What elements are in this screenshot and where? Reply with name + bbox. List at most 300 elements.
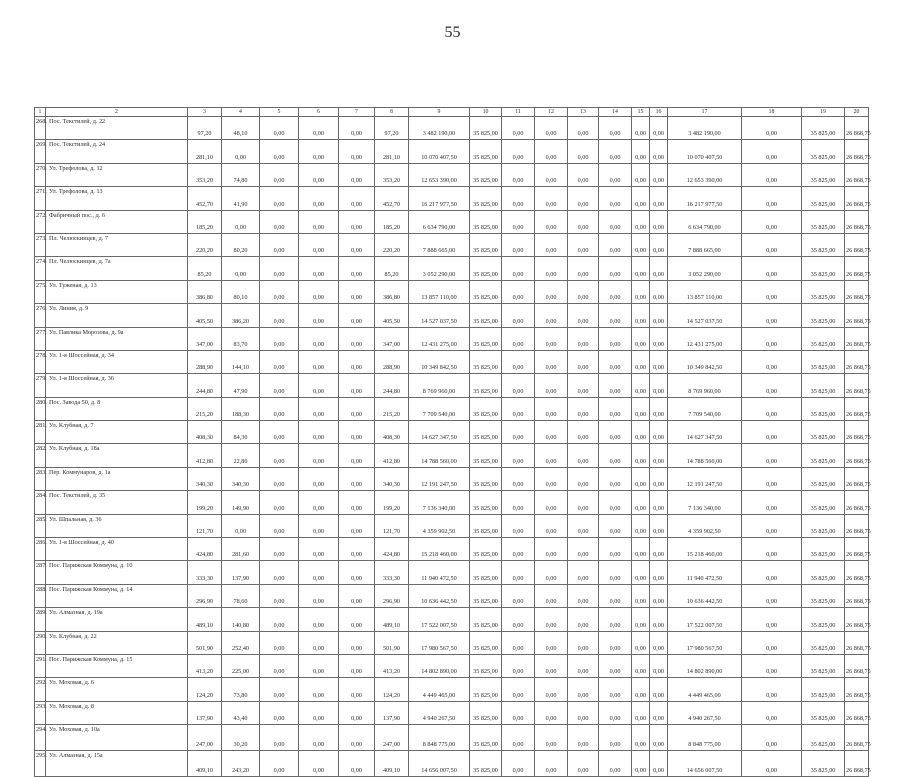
value-cell: 0,00: [599, 304, 632, 327]
value-cell: 0,00: [568, 257, 599, 280]
value-cell: 0,00: [568, 140, 599, 163]
value-cell: 0,00: [502, 233, 535, 256]
value-cell: 0,00: [568, 117, 599, 140]
row-number-cell: 291.: [35, 654, 46, 677]
value-cell: 0,00: [502, 280, 535, 303]
value-cell: 0,00: [260, 654, 299, 677]
value-cell: 0,00: [299, 467, 339, 490]
value-cell: 0,00: [742, 210, 802, 233]
value-cell: 0,00: [650, 444, 668, 467]
value-cell: 0,00: [339, 491, 375, 514]
value-cell: 0,00: [632, 444, 650, 467]
value-cell: 0,00: [339, 584, 375, 607]
value-cell: 0,00: [632, 538, 650, 561]
value-cell: 0,00: [260, 467, 299, 490]
value-cell: 35 825,00: [802, 421, 845, 444]
value-cell: 0,00: [260, 304, 299, 327]
value-cell: 35 825,00: [802, 751, 845, 777]
value-cell: 0,00: [535, 584, 568, 607]
value-cell: 43,40: [222, 701, 260, 724]
value-cell: 8 769 960,00: [668, 374, 742, 397]
value-cell: 35 825,00: [470, 561, 502, 584]
value-cell: 16 217 977,50: [668, 187, 742, 210]
value-cell: 0,00: [502, 584, 535, 607]
table-row: [35, 631, 869, 654]
value-cell: 0,00: [568, 678, 599, 701]
value-cell: 35 825,00: [802, 304, 845, 327]
value-cell: 0,00: [222, 140, 260, 163]
value-cell: 0,00: [260, 725, 299, 751]
column-number-cell: 5: [260, 108, 299, 117]
value-cell: 0,00: [339, 140, 375, 163]
value-cell: 0,00: [535, 280, 568, 303]
row-number-cell: 290.: [35, 631, 46, 654]
value-cell: 0,00: [568, 538, 599, 561]
value-cell: 0,00: [502, 631, 535, 654]
value-cell: 0,00: [742, 233, 802, 256]
value-cell: 353,20: [375, 163, 409, 186]
value-cell: 0,00: [599, 163, 632, 186]
value-cell: 0,00: [260, 514, 299, 537]
value-cell: 0,00: [502, 187, 535, 210]
value-cell: 0,00: [650, 467, 668, 490]
value-cell: 252,40: [222, 631, 260, 654]
value-cell: 30,20: [222, 725, 260, 751]
value-cell: 0,00: [632, 304, 650, 327]
value-cell: 35 825,00: [470, 701, 502, 724]
column-number-cell: 13: [568, 108, 599, 117]
value-cell: 0,00: [535, 233, 568, 256]
value-cell: 0,00: [650, 421, 668, 444]
value-cell: 333,30: [375, 561, 409, 584]
value-cell: 0,00: [339, 374, 375, 397]
value-cell: 0,00: [260, 678, 299, 701]
row-number-cell: 284.: [35, 491, 46, 514]
value-cell: 0,00: [535, 561, 568, 584]
value-cell: 80,20: [222, 233, 260, 256]
value-cell: 0,00: [535, 210, 568, 233]
address-cell: Пос. Парижская Коммуна, д. 15: [46, 654, 188, 677]
value-cell: 0,00: [599, 327, 632, 350]
value-cell: 10 349 842,50: [668, 350, 742, 373]
address-cell: Ул. Трефолова, д. 12: [46, 163, 188, 186]
value-cell: 7 888 665,00: [668, 233, 742, 256]
value-cell: 0,00: [339, 210, 375, 233]
value-cell: 0,00: [650, 584, 668, 607]
value-cell: 0,00: [299, 751, 339, 777]
value-cell: 4 359 902,50: [668, 514, 742, 537]
value-cell: 0,00: [599, 444, 632, 467]
row-number-cell: 268.: [35, 117, 46, 140]
value-cell: 0,00: [568, 233, 599, 256]
value-cell: 0,00: [632, 350, 650, 373]
table-row: [35, 210, 869, 233]
value-cell: 0,00: [535, 538, 568, 561]
value-cell: 0,00: [632, 608, 650, 631]
table-row: [35, 350, 869, 373]
table-row: [35, 327, 869, 350]
value-cell: 26 868,75: [845, 397, 869, 420]
value-cell: 0,00: [260, 421, 299, 444]
value-cell: 14 656 007,50: [668, 751, 742, 777]
table-row: [35, 163, 869, 186]
value-cell: 144,10: [222, 350, 260, 373]
value-cell: 0,00: [535, 631, 568, 654]
value-cell: 0,00: [632, 701, 650, 724]
value-cell: 0,00: [599, 654, 632, 677]
value-cell: 0,00: [568, 514, 599, 537]
value-cell: 0,00: [260, 140, 299, 163]
value-cell: 0,00: [632, 678, 650, 701]
value-cell: 0,00: [632, 257, 650, 280]
value-cell: 0,00: [568, 187, 599, 210]
value-cell: 0,00: [568, 725, 599, 751]
value-cell: 405,50: [375, 304, 409, 327]
value-cell: 0,00: [632, 280, 650, 303]
value-cell: 80,10: [222, 280, 260, 303]
row-number-cell: 272.: [35, 210, 46, 233]
value-cell: 0,00: [339, 751, 375, 777]
value-cell: 14 788 560,00: [409, 444, 470, 467]
value-cell: 0,00: [260, 584, 299, 607]
value-cell: 26 868,75: [845, 163, 869, 186]
value-cell: 0,00: [535, 304, 568, 327]
value-cell: 501,90: [375, 631, 409, 654]
value-cell: 247,00: [375, 725, 409, 751]
value-cell: 0,00: [535, 140, 568, 163]
value-cell: 14 656 007,50: [409, 751, 470, 777]
value-cell: 26 868,75: [845, 725, 869, 751]
value-cell: 4 940 267,50: [409, 701, 470, 724]
value-cell: 0,00: [260, 631, 299, 654]
value-cell: 10 636 442,50: [668, 584, 742, 607]
value-cell: 0,00: [502, 304, 535, 327]
value-cell: 48,10: [222, 117, 260, 140]
value-cell: 0,00: [502, 654, 535, 677]
value-cell: 13 857 110,00: [409, 280, 470, 303]
value-cell: 0,00: [222, 257, 260, 280]
value-cell: 0,00: [650, 257, 668, 280]
value-cell: 0,00: [568, 701, 599, 724]
value-cell: 0,00: [535, 257, 568, 280]
value-cell: 0,00: [632, 140, 650, 163]
value-cell: 247,00: [188, 725, 222, 751]
value-cell: 0,00: [742, 280, 802, 303]
value-cell: 0,00: [742, 608, 802, 631]
value-cell: 0,00: [599, 374, 632, 397]
column-number-cell: 11: [502, 108, 535, 117]
value-cell: 413,20: [188, 654, 222, 677]
value-cell: 17 522 007,50: [409, 608, 470, 631]
value-cell: 340,30: [188, 467, 222, 490]
value-cell: 0,00: [299, 187, 339, 210]
value-cell: 0,00: [599, 725, 632, 751]
value-cell: 0,00: [299, 280, 339, 303]
column-number-cell: 18: [742, 108, 802, 117]
value-cell: 185,20: [188, 210, 222, 233]
value-cell: 0,00: [650, 608, 668, 631]
value-cell: 0,00: [535, 467, 568, 490]
value-cell: 3 482 190,00: [668, 117, 742, 140]
value-cell: 0,00: [502, 538, 535, 561]
row-number-cell: 279.: [35, 374, 46, 397]
table-row: [35, 584, 869, 607]
value-cell: 0,00: [260, 350, 299, 373]
value-cell: 35 825,00: [470, 374, 502, 397]
value-cell: 0,00: [568, 397, 599, 420]
value-cell: 26 868,75: [845, 374, 869, 397]
value-cell: 489,10: [188, 608, 222, 631]
value-cell: 35 825,00: [470, 514, 502, 537]
value-cell: 35 825,00: [802, 467, 845, 490]
column-number-cell: 19: [802, 108, 845, 117]
value-cell: 12 191 247,50: [409, 467, 470, 490]
table-row: [35, 608, 869, 631]
address-cell: Ул. Клубная, д. 7: [46, 421, 188, 444]
value-cell: 199,20: [188, 491, 222, 514]
value-cell: 0,00: [299, 608, 339, 631]
value-cell: 0,00: [650, 397, 668, 420]
value-cell: 0,00: [650, 187, 668, 210]
value-cell: 0,00: [339, 514, 375, 537]
value-cell: 0,00: [535, 117, 568, 140]
value-cell: 14 527 037,50: [668, 304, 742, 327]
value-cell: 0,00: [568, 163, 599, 186]
value-cell: 35 825,00: [802, 561, 845, 584]
value-cell: 137,90: [188, 701, 222, 724]
value-cell: 26 868,75: [845, 421, 869, 444]
value-cell: 35 825,00: [802, 514, 845, 537]
table-row: [35, 304, 869, 327]
value-cell: 0,00: [568, 350, 599, 373]
address-cell: Ул. Алмазная, д. 19а: [46, 608, 188, 631]
value-cell: 26 868,75: [845, 233, 869, 256]
value-cell: 17 980 567,50: [409, 631, 470, 654]
table-row: [35, 538, 869, 561]
value-cell: 26 868,75: [845, 140, 869, 163]
value-cell: 0,00: [568, 584, 599, 607]
value-cell: 0,00: [339, 678, 375, 701]
value-cell: 6 634 790,00: [409, 210, 470, 233]
address-cell: Фабричный пос., д. 6: [46, 210, 188, 233]
value-cell: 501,90: [188, 631, 222, 654]
page-number: 55: [444, 24, 461, 41]
address-cell: Ул. Моховая, д. 10а: [46, 725, 188, 751]
value-cell: 26 868,75: [845, 514, 869, 537]
value-cell: 13 857 110,00: [668, 280, 742, 303]
value-cell: 0,00: [650, 304, 668, 327]
value-cell: 26 868,75: [845, 561, 869, 584]
value-cell: 10 349 842,50: [409, 350, 470, 373]
value-cell: 0,00: [260, 210, 299, 233]
value-cell: 97,20: [188, 117, 222, 140]
value-cell: 78,60: [222, 584, 260, 607]
table-row: [35, 725, 869, 751]
value-cell: 26 868,75: [845, 327, 869, 350]
value-cell: 35 825,00: [802, 140, 845, 163]
value-cell: 35 825,00: [802, 210, 845, 233]
value-cell: 85,20: [375, 257, 409, 280]
table-row: [35, 514, 869, 537]
value-cell: 0,00: [339, 421, 375, 444]
row-number-cell: 269.: [35, 140, 46, 163]
address-cell: Ул. Линия, д. 9: [46, 304, 188, 327]
value-cell: 0,00: [568, 631, 599, 654]
value-cell: 0,00: [260, 751, 299, 777]
value-cell: 0,00: [260, 280, 299, 303]
value-cell: 0,00: [599, 280, 632, 303]
value-cell: 26 868,75: [845, 751, 869, 777]
value-cell: 0,00: [742, 397, 802, 420]
value-cell: 0,00: [339, 538, 375, 561]
row-number-cell: 277.: [35, 327, 46, 350]
value-cell: 85,20: [188, 257, 222, 280]
value-cell: 3 052 290,00: [668, 257, 742, 280]
value-cell: 0,00: [339, 397, 375, 420]
value-cell: 185,20: [375, 210, 409, 233]
value-cell: 35 825,00: [470, 421, 502, 444]
value-cell: 35 825,00: [802, 701, 845, 724]
value-cell: 0,00: [742, 678, 802, 701]
table-row: [35, 257, 869, 280]
value-cell: 97,20: [375, 117, 409, 140]
data-table-container: [34, 107, 871, 777]
value-cell: 26 868,75: [845, 117, 869, 140]
value-cell: 0,00: [535, 678, 568, 701]
value-cell: 0,00: [742, 467, 802, 490]
value-cell: 0,00: [632, 187, 650, 210]
value-cell: 0,00: [599, 210, 632, 233]
value-cell: 0,00: [339, 233, 375, 256]
address-cell: Ул. Алмазная, д. 15а: [46, 751, 188, 777]
value-cell: 0,00: [502, 701, 535, 724]
value-cell: 7 136 340,00: [668, 491, 742, 514]
value-cell: 12 431 275,00: [668, 327, 742, 350]
row-number-cell: 294.: [35, 725, 46, 751]
value-cell: 26 868,75: [845, 467, 869, 490]
value-cell: 0,00: [650, 631, 668, 654]
value-cell: 12 653 390,00: [668, 163, 742, 186]
column-number-cell: 8: [375, 108, 409, 117]
value-cell: 220,20: [188, 233, 222, 256]
value-cell: 0,00: [742, 350, 802, 373]
value-cell: 0,00: [299, 140, 339, 163]
value-cell: 0,00: [299, 678, 339, 701]
value-cell: 0,00: [299, 444, 339, 467]
value-cell: 35 825,00: [470, 725, 502, 751]
row-number-cell: 271.: [35, 187, 46, 210]
value-cell: 124,20: [375, 678, 409, 701]
table-row: [35, 701, 869, 724]
value-cell: 0,00: [299, 654, 339, 677]
value-cell: 0,00: [339, 163, 375, 186]
address-cell: Ул. Клубная, д. 18а: [46, 444, 188, 467]
value-cell: 35 825,00: [802, 491, 845, 514]
value-cell: 0,00: [535, 421, 568, 444]
value-cell: 14 802 890,00: [409, 654, 470, 677]
value-cell: 121,70: [375, 514, 409, 537]
value-cell: 0,00: [568, 751, 599, 777]
value-cell: 0,00: [222, 514, 260, 537]
value-cell: 0,00: [742, 187, 802, 210]
value-cell: 220,20: [375, 233, 409, 256]
value-cell: 0,00: [339, 257, 375, 280]
value-cell: 386,80: [188, 280, 222, 303]
value-cell: 281,10: [188, 140, 222, 163]
value-cell: 35 825,00: [470, 257, 502, 280]
value-cell: 0,00: [502, 751, 535, 777]
value-cell: 0,00: [339, 444, 375, 467]
value-cell: 0,00: [339, 608, 375, 631]
value-cell: 0,00: [650, 163, 668, 186]
value-cell: 409,10: [375, 751, 409, 777]
value-cell: 0,00: [568, 421, 599, 444]
value-cell: 0,00: [568, 327, 599, 350]
value-cell: 26 868,75: [845, 187, 869, 210]
value-cell: 386,80: [375, 280, 409, 303]
address-cell: Пос. Текстилей, д. 35: [46, 491, 188, 514]
value-cell: 489,10: [375, 608, 409, 631]
value-cell: 0,00: [599, 701, 632, 724]
value-cell: 0,00: [260, 608, 299, 631]
value-cell: 0,00: [568, 304, 599, 327]
value-cell: 0,00: [535, 374, 568, 397]
table-row: [35, 561, 869, 584]
value-cell: 35 825,00: [470, 467, 502, 490]
value-cell: 0,00: [299, 725, 339, 751]
value-cell: 35 825,00: [802, 350, 845, 373]
value-cell: 26 868,75: [845, 257, 869, 280]
value-cell: 35 825,00: [470, 350, 502, 373]
value-cell: 0,00: [299, 327, 339, 350]
row-number-cell: 273.: [35, 233, 46, 256]
value-cell: 0,00: [502, 350, 535, 373]
value-cell: 35 825,00: [802, 608, 845, 631]
value-cell: 0,00: [260, 327, 299, 350]
value-cell: 0,00: [650, 701, 668, 724]
address-cell: Пос. Парижская Коммуна, д. 10: [46, 561, 188, 584]
value-cell: 0,00: [502, 421, 535, 444]
value-cell: 0,00: [535, 725, 568, 751]
value-cell: 140,80: [222, 608, 260, 631]
row-number-cell: 283.: [35, 467, 46, 490]
value-cell: 215,20: [375, 397, 409, 420]
value-cell: 35 825,00: [470, 233, 502, 256]
value-cell: 35 825,00: [470, 397, 502, 420]
value-cell: 0,00: [599, 140, 632, 163]
value-cell: 0,00: [339, 725, 375, 751]
value-cell: 0,00: [568, 280, 599, 303]
value-cell: 35 825,00: [470, 631, 502, 654]
table-row: [35, 233, 869, 256]
value-cell: 35 825,00: [802, 327, 845, 350]
column-number-cell: 7: [339, 108, 375, 117]
value-cell: 35 825,00: [802, 233, 845, 256]
value-cell: 0,00: [535, 397, 568, 420]
value-cell: 424,80: [188, 538, 222, 561]
value-cell: 11 940 472,50: [668, 561, 742, 584]
value-cell: 0,00: [599, 751, 632, 777]
value-cell: 35 825,00: [802, 444, 845, 467]
table-row: [35, 467, 869, 490]
value-cell: 199,20: [375, 491, 409, 514]
value-cell: 17 522 007,50: [668, 608, 742, 631]
value-cell: 0,00: [599, 608, 632, 631]
value-cell: 7 709 540,00: [409, 397, 470, 420]
value-cell: 412,80: [188, 444, 222, 467]
value-cell: 6 634 790,00: [668, 210, 742, 233]
value-cell: 26 868,75: [845, 280, 869, 303]
